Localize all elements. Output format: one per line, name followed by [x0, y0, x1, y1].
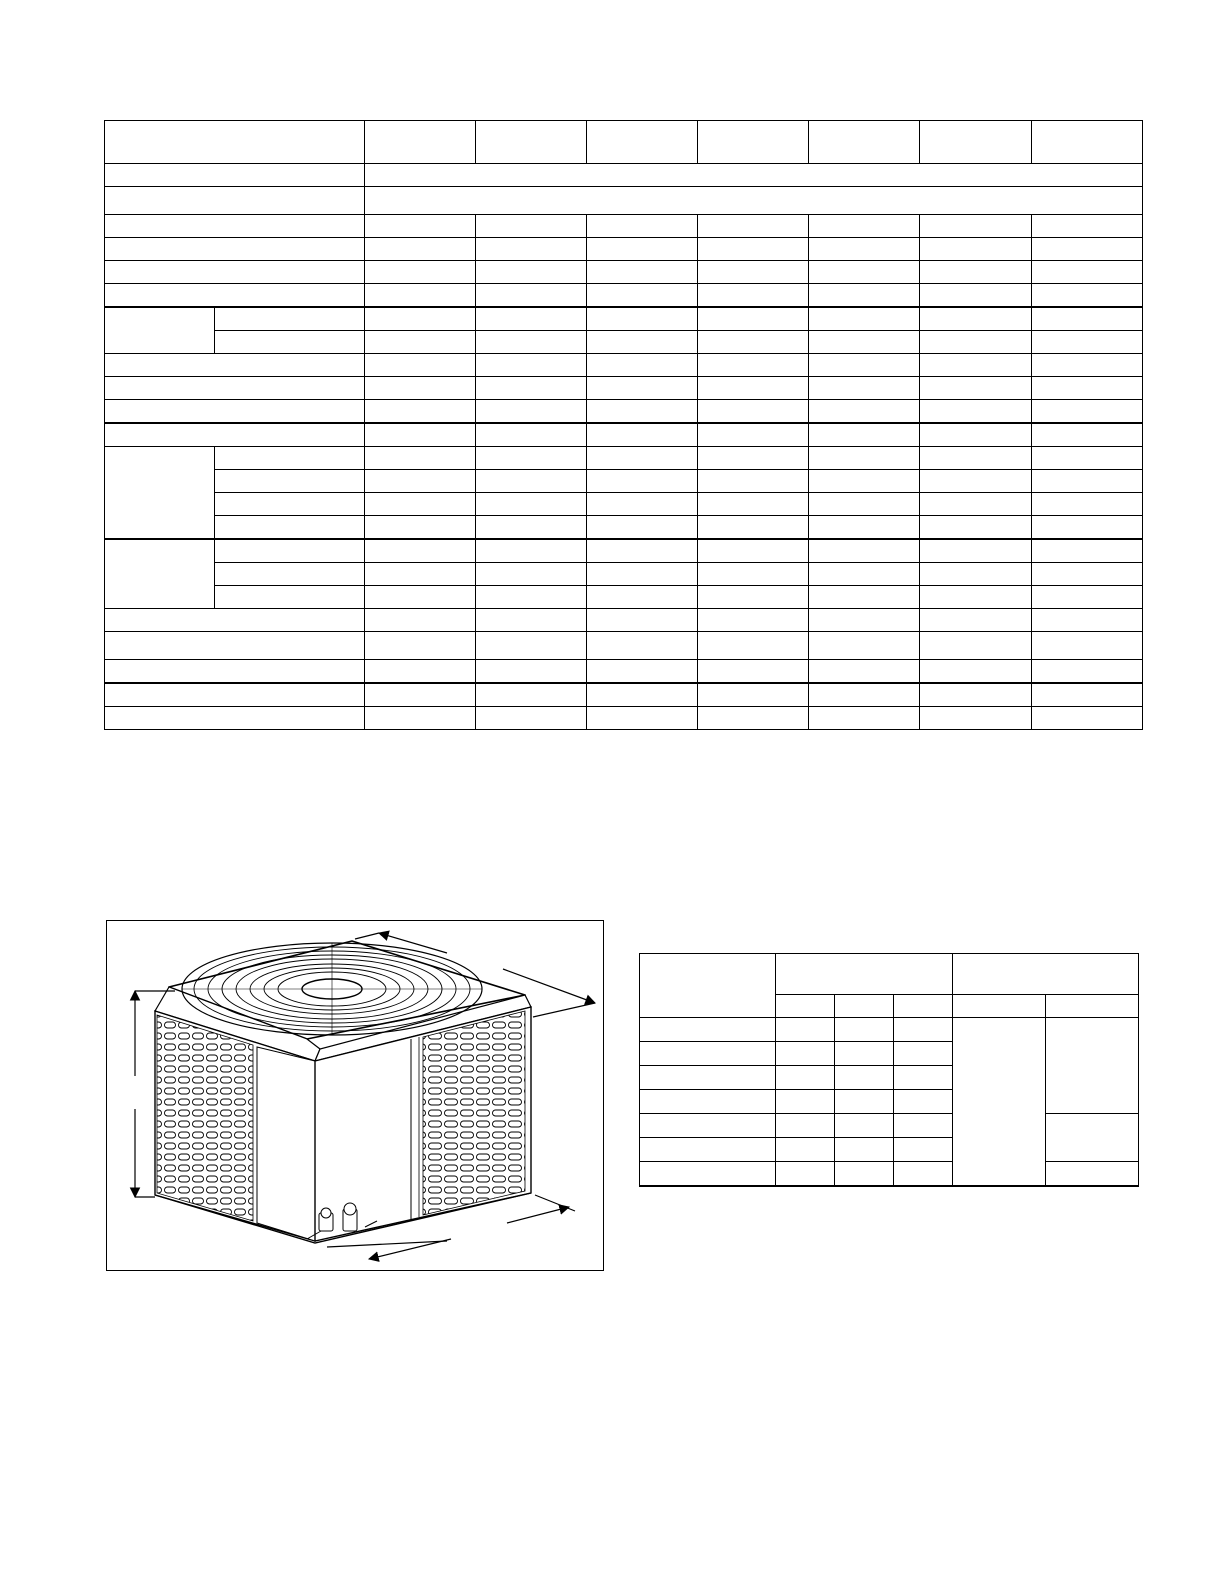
table-cell — [698, 516, 809, 540]
dimension-group-header — [776, 954, 953, 995]
table-cell — [809, 215, 920, 238]
table-cell — [587, 307, 698, 331]
table-cell — [894, 1042, 953, 1066]
table-cell — [698, 331, 809, 354]
table-cell — [698, 215, 809, 238]
table-cell — [894, 1114, 953, 1138]
table-cell — [776, 1090, 835, 1114]
table-cell — [640, 1042, 776, 1066]
table-cell — [835, 1138, 894, 1162]
table-row — [105, 683, 1143, 707]
table-cell — [365, 261, 476, 284]
table-cell — [835, 1042, 894, 1066]
table-cell — [1032, 632, 1143, 660]
table-cell — [587, 493, 698, 516]
sub-header — [1046, 995, 1139, 1018]
table-cell — [1032, 660, 1143, 684]
sub-label — [215, 493, 365, 516]
sub-label — [215, 307, 365, 331]
table-cell — [587, 400, 698, 424]
table-row — [105, 215, 1143, 238]
table-cell — [809, 261, 920, 284]
model-header — [698, 121, 809, 164]
table-cell — [698, 238, 809, 261]
table-cell — [894, 1162, 953, 1187]
table-cell — [365, 470, 476, 493]
table-cell — [587, 707, 698, 730]
table-cell — [835, 1090, 894, 1114]
table-cell — [365, 215, 476, 238]
table-cell — [365, 423, 476, 447]
table-cell — [365, 609, 476, 632]
table-cell — [698, 261, 809, 284]
table-row — [105, 400, 1143, 424]
connection-group-header — [953, 954, 1139, 995]
table-cell — [587, 261, 698, 284]
table-cell — [809, 354, 920, 377]
table-row — [105, 609, 1143, 632]
table-cell — [894, 1018, 953, 1042]
table-cell — [835, 1066, 894, 1090]
table-cell — [920, 284, 1032, 308]
table-cell — [476, 400, 587, 424]
table-cell — [835, 1114, 894, 1138]
table-cell — [1032, 447, 1143, 470]
table-cell — [587, 632, 698, 660]
table-cell — [920, 707, 1032, 730]
table-cell — [809, 284, 920, 308]
table-cell — [698, 354, 809, 377]
table-cell — [1032, 609, 1143, 632]
sub-label — [215, 516, 365, 540]
table-cell — [776, 1162, 835, 1187]
group-label — [105, 307, 215, 354]
model-header — [476, 121, 587, 164]
table-cell — [1032, 354, 1143, 377]
table-cell — [476, 284, 587, 308]
table-cell — [776, 1042, 835, 1066]
table-cell — [953, 1018, 1046, 1187]
table-cell — [698, 470, 809, 493]
table-cell — [476, 354, 587, 377]
table-cell — [1032, 470, 1143, 493]
table-cell — [365, 377, 476, 400]
table-cell — [476, 516, 587, 540]
table-cell — [1032, 307, 1143, 331]
table-cell — [1032, 683, 1143, 707]
row-label — [105, 187, 365, 215]
table-cell — [587, 563, 698, 586]
table-cell — [698, 609, 809, 632]
table-cell — [698, 539, 809, 563]
table-row — [105, 377, 1143, 400]
table-cell — [587, 683, 698, 707]
table-cell — [476, 660, 587, 684]
group-label — [105, 539, 215, 609]
table-cell — [698, 707, 809, 730]
table-cell — [365, 187, 1143, 215]
spec-header-row — [105, 121, 1143, 164]
table-cell — [920, 516, 1032, 540]
table-cell — [698, 284, 809, 308]
table-cell — [809, 660, 920, 684]
sub-label — [215, 331, 365, 354]
table-cell — [698, 307, 809, 331]
specification-table — [104, 120, 1142, 730]
table-cell — [920, 215, 1032, 238]
table-cell — [776, 1114, 835, 1138]
table-cell — [809, 470, 920, 493]
row-label — [105, 400, 365, 424]
table-cell — [640, 1138, 776, 1162]
table-cell — [920, 493, 1032, 516]
table-row — [105, 539, 1143, 563]
table-cell — [476, 331, 587, 354]
table-cell — [920, 632, 1032, 660]
table-cell — [894, 1090, 953, 1114]
dimension-table — [639, 953, 1138, 1187]
table-cell — [920, 331, 1032, 354]
table-cell — [365, 284, 476, 308]
table-cell — [809, 238, 920, 261]
row-label — [105, 284, 365, 308]
dimension-header-row — [640, 954, 1139, 995]
table-row — [105, 470, 1143, 493]
table-cell — [698, 377, 809, 400]
table-cell — [365, 660, 476, 684]
table-cell — [1046, 1162, 1139, 1187]
table-row — [640, 1018, 1139, 1042]
row-label — [105, 354, 365, 377]
table-cell — [640, 1090, 776, 1114]
table-cell — [365, 447, 476, 470]
table-cell — [698, 632, 809, 660]
table-cell — [365, 164, 1143, 187]
table-cell — [920, 539, 1032, 563]
table-cell — [920, 238, 1032, 261]
table-cell — [835, 1162, 894, 1187]
sub-label — [215, 586, 365, 609]
table-row — [105, 238, 1143, 261]
table-cell — [587, 539, 698, 563]
table-cell — [698, 493, 809, 516]
table-cell — [1046, 1114, 1139, 1162]
group-label — [105, 447, 215, 540]
table-cell — [365, 354, 476, 377]
table-row — [105, 187, 1143, 215]
table-cell — [809, 307, 920, 331]
table-cell — [587, 215, 698, 238]
table-cell — [1032, 261, 1143, 284]
table-cell — [587, 284, 698, 308]
table-cell — [776, 1066, 835, 1090]
table-cell — [640, 1162, 776, 1187]
sub-header — [776, 995, 835, 1018]
table-cell — [920, 354, 1032, 377]
table-cell — [1032, 377, 1143, 400]
table-cell — [365, 516, 476, 540]
table-cell — [640, 1018, 776, 1042]
row-label — [105, 683, 365, 707]
table-cell — [476, 377, 587, 400]
table-cell — [920, 307, 1032, 331]
table-row — [105, 447, 1143, 470]
table-cell — [476, 423, 587, 447]
table-cell — [587, 660, 698, 684]
table-row — [105, 261, 1143, 284]
sub-label — [215, 539, 365, 563]
table-cell — [809, 707, 920, 730]
table-row — [105, 563, 1143, 586]
table-cell — [1032, 400, 1143, 424]
table-cell — [1032, 539, 1143, 563]
table-cell — [587, 377, 698, 400]
table-cell — [809, 493, 920, 516]
table-cell — [476, 539, 587, 563]
table-cell — [365, 563, 476, 586]
spec-header-label — [105, 121, 365, 164]
table-cell — [587, 423, 698, 447]
table-cell — [698, 400, 809, 424]
table-cell — [476, 238, 587, 261]
table-cell — [587, 609, 698, 632]
table-cell — [1032, 586, 1143, 609]
table-cell — [587, 354, 698, 377]
table-cell — [809, 400, 920, 424]
row-label — [105, 707, 365, 730]
table-cell — [365, 493, 476, 516]
sub-header — [894, 995, 953, 1018]
table-cell — [365, 331, 476, 354]
row-label — [105, 609, 365, 632]
table-row — [105, 331, 1143, 354]
table-cell — [476, 609, 587, 632]
model-header — [587, 121, 698, 164]
table-cell — [920, 261, 1032, 284]
table-cell — [776, 1018, 835, 1042]
row-label — [105, 423, 365, 447]
table-cell — [894, 1066, 953, 1090]
table-cell — [365, 400, 476, 424]
table-cell — [587, 470, 698, 493]
model-header — [1032, 121, 1143, 164]
table-cell — [809, 423, 920, 447]
table-cell — [1032, 516, 1143, 540]
table-cell — [698, 423, 809, 447]
table-row — [640, 1162, 1139, 1187]
table-row — [105, 707, 1143, 730]
table-cell — [587, 586, 698, 609]
table-cell — [1046, 1018, 1139, 1114]
table-row — [105, 586, 1143, 609]
row-label — [105, 660, 365, 684]
sub-label — [215, 470, 365, 493]
table-cell — [365, 539, 476, 563]
unit-dimension-drawing — [106, 920, 604, 1271]
row-label — [105, 238, 365, 261]
table-cell — [476, 447, 587, 470]
row-label — [105, 164, 365, 187]
table-cell — [920, 423, 1032, 447]
table-cell — [809, 377, 920, 400]
model-header — [920, 121, 1032, 164]
sub-header — [953, 995, 1046, 1018]
row-label — [105, 377, 365, 400]
table-cell — [476, 261, 587, 284]
table-cell — [365, 307, 476, 331]
row-label — [105, 261, 365, 284]
table-cell — [587, 516, 698, 540]
table-cell — [476, 632, 587, 660]
table-cell — [698, 660, 809, 684]
table-cell — [587, 331, 698, 354]
table-cell — [698, 683, 809, 707]
row-label — [105, 215, 365, 238]
table-cell — [1032, 563, 1143, 586]
table-cell — [920, 400, 1032, 424]
table-cell — [776, 1138, 835, 1162]
sub-header — [835, 995, 894, 1018]
table-cell — [476, 563, 587, 586]
table-cell — [1032, 284, 1143, 308]
model-column-header — [640, 954, 776, 1018]
table-row — [640, 1114, 1139, 1138]
table-cell — [365, 238, 476, 261]
table-cell — [476, 586, 587, 609]
table-row — [105, 660, 1143, 684]
table-row — [105, 632, 1143, 660]
table-cell — [809, 683, 920, 707]
table-cell — [920, 660, 1032, 684]
sub-label — [215, 563, 365, 586]
table-cell — [587, 447, 698, 470]
table-cell — [1032, 331, 1143, 354]
table-cell — [920, 470, 1032, 493]
table-cell — [476, 493, 587, 516]
table-cell — [920, 609, 1032, 632]
table-cell — [476, 683, 587, 707]
table-cell — [809, 539, 920, 563]
table-cell — [894, 1138, 953, 1162]
table-cell — [920, 447, 1032, 470]
table-cell — [1032, 423, 1143, 447]
model-header — [809, 121, 920, 164]
table-cell — [365, 707, 476, 730]
table-row — [105, 307, 1143, 331]
row-label — [105, 632, 365, 660]
table-cell — [809, 447, 920, 470]
table-cell — [365, 683, 476, 707]
table-cell — [809, 516, 920, 540]
table-cell — [809, 331, 920, 354]
table-cell — [835, 1018, 894, 1042]
table-cell — [1032, 493, 1143, 516]
table-cell — [920, 683, 1032, 707]
table-cell — [809, 632, 920, 660]
table-cell — [920, 377, 1032, 400]
table-row — [105, 516, 1143, 540]
table-row — [105, 493, 1143, 516]
table-cell — [476, 470, 587, 493]
table-cell — [920, 563, 1032, 586]
table-cell — [809, 609, 920, 632]
table-cell — [920, 586, 1032, 609]
table-cell — [476, 215, 587, 238]
table-row — [105, 284, 1143, 308]
table-row — [105, 354, 1143, 377]
table-cell — [809, 563, 920, 586]
table-cell — [640, 1066, 776, 1090]
table-cell — [476, 307, 587, 331]
table-cell — [1032, 215, 1143, 238]
model-header — [365, 121, 476, 164]
table-cell — [698, 447, 809, 470]
table-row — [105, 164, 1143, 187]
table-cell — [640, 1114, 776, 1138]
table-cell — [809, 586, 920, 609]
outdoor-condenser-unit-icon — [107, 921, 603, 1270]
table-cell — [476, 707, 587, 730]
table-cell — [698, 563, 809, 586]
table-cell — [587, 238, 698, 261]
table-cell — [365, 586, 476, 609]
table-cell — [698, 586, 809, 609]
table-row — [105, 423, 1143, 447]
table-cell — [1032, 238, 1143, 261]
table-cell — [365, 632, 476, 660]
table-cell — [1032, 707, 1143, 730]
sub-label — [215, 447, 365, 470]
